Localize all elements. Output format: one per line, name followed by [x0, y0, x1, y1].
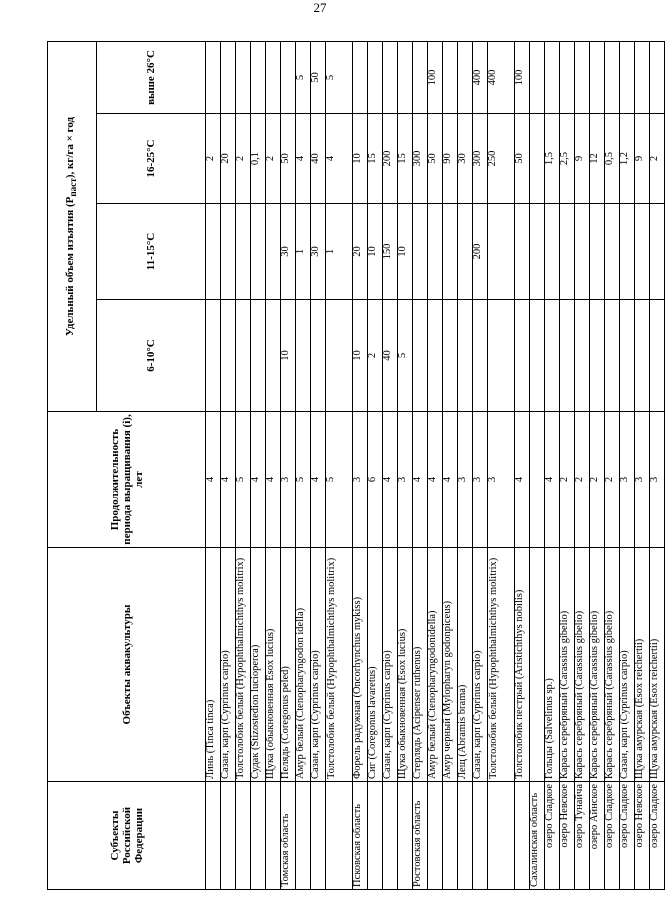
cell-t2 [413, 204, 428, 300]
cell-t3: 250 [488, 114, 515, 204]
cell-region: озеро Сладкое [545, 782, 560, 890]
cell-t3 [530, 114, 545, 204]
header-temp-above-26: выше 26°C [97, 41, 206, 113]
aquaculture-table [47, 41, 665, 890]
cell-t3: 15 [368, 114, 383, 204]
cell-region [515, 782, 530, 890]
cell-object: Пелядь (Coregonus peled) [281, 548, 296, 782]
cell-period: 4 [206, 412, 221, 548]
cell-t1 [545, 300, 560, 412]
cell-period [530, 412, 545, 548]
table-row [458, 41, 473, 889]
cell-t1 [605, 300, 620, 412]
cell-t4 [620, 41, 635, 113]
cell-t3: 2,5 [560, 114, 575, 204]
cell-t1 [311, 300, 326, 412]
cell-object: Толстолобик белый (Hypophthalmichthys molitrix) [236, 548, 251, 782]
table-row [353, 41, 368, 889]
cell-t1: 2 [368, 300, 383, 412]
cell-region: озеро Сладкое [650, 782, 665, 890]
cell-t3: 1,2 [620, 114, 635, 204]
table-row [296, 41, 311, 889]
cell-t3: 1,5 [545, 114, 560, 204]
cell-t1 [206, 300, 221, 412]
cell-t4 [221, 41, 236, 113]
cell-t4 [545, 41, 560, 113]
table-row [635, 41, 650, 889]
table-row [398, 41, 413, 889]
cell-object: Форель радужная (Oncorhynchus mykiss) [353, 548, 368, 782]
cell-region: озеро Сладкое [620, 782, 635, 890]
cell-region: озеро Невское [635, 782, 650, 890]
cell-object: Амур белый (Ctenopharyngodon idella) [296, 548, 311, 782]
cell-t4 [560, 41, 575, 113]
table-row [266, 41, 281, 889]
cell-t2 [605, 204, 620, 300]
cell-t1 [443, 300, 458, 412]
cell-t4 [605, 41, 620, 113]
cell-region [368, 782, 383, 890]
cell-t4 [206, 41, 221, 113]
cell-t4: 50 [311, 41, 326, 113]
cell-t1 [590, 300, 605, 412]
cell-t1: 5 [398, 300, 413, 412]
table-row [311, 41, 326, 889]
cell-region [236, 782, 251, 890]
cell-t4 [368, 41, 383, 113]
table-row [383, 41, 398, 889]
page-number: 27 [313, 0, 327, 15]
cell-t1 [473, 300, 488, 412]
cell-period: 4 [221, 412, 236, 548]
header-region: Субъекты Российской Федерации [48, 782, 206, 890]
cell-region [221, 782, 236, 890]
cell-t3: 20 [221, 114, 236, 204]
cell-object: Сазан, карп (Cyprinus carpio) [383, 548, 398, 782]
cell-period: 4 [251, 412, 266, 548]
cell-region [443, 782, 458, 890]
cell-t4 [575, 41, 590, 113]
cell-t1 [620, 300, 635, 412]
cell-t2 [650, 204, 665, 300]
cell-object: Амур белый (Ctenopharyngodonidella) [428, 548, 443, 782]
cell-t1 [458, 300, 473, 412]
cell-t1 [488, 300, 515, 412]
header-temp-6-10: 6-10°C [97, 300, 206, 412]
cell-t3: 4 [296, 114, 311, 204]
cell-t2 [530, 204, 545, 300]
header-temp-11-15: 11-15°C [97, 204, 206, 300]
cell-period: 3 [620, 412, 635, 548]
cell-t2: 10 [368, 204, 383, 300]
cell-region: озеро Сладкое [605, 782, 620, 890]
cell-region: озеро Тунайча [575, 782, 590, 890]
cell-period: 4 [515, 412, 530, 548]
cell-t2 [251, 204, 266, 300]
cell-t4 [650, 41, 665, 113]
cell-object [530, 548, 545, 782]
cell-t4 [251, 41, 266, 113]
cell-t4: 400 [488, 41, 515, 113]
cell-t4 [266, 41, 281, 113]
cell-t3: 30 [458, 114, 473, 204]
cell-region [473, 782, 488, 890]
cell-period: 4 [266, 412, 281, 548]
cell-t1 [251, 300, 266, 412]
cell-t2 [221, 204, 236, 300]
cell-period: 3 [635, 412, 650, 548]
cell-t4 [443, 41, 458, 113]
cell-t3: 9 [635, 114, 650, 204]
cell-t3: 200 [383, 114, 398, 204]
cell-t3: 50 [515, 114, 530, 204]
cell-t3: 40 [311, 114, 326, 204]
cell-period: 5 [296, 412, 311, 548]
cell-t4 [590, 41, 605, 113]
table-row [206, 41, 221, 889]
table-row [650, 41, 665, 889]
cell-object: Карась серебряный (Carassius gibelio) [575, 548, 590, 782]
cell-object: Сазан, карп (Cyprinus carpio) [473, 548, 488, 782]
table-row [428, 41, 443, 889]
cell-t2 [236, 204, 251, 300]
cell-t4 [236, 41, 251, 113]
cell-t3: 2 [206, 114, 221, 204]
cell-t1 [266, 300, 281, 412]
header-temp-16-25: 16-25°C [97, 114, 206, 204]
table-row [413, 41, 428, 889]
cell-period: 2 [560, 412, 575, 548]
cell-t4 [530, 41, 545, 113]
cell-t4 [281, 41, 296, 113]
cell-region: озеро Айнское [590, 782, 605, 890]
cell-region [206, 782, 221, 890]
cell-object: Карась серебряный (Carassius gibelio) [605, 548, 620, 782]
cell-t2 [443, 204, 458, 300]
cell-t4: 5 [296, 41, 311, 113]
cell-region: Ростовская область [413, 782, 428, 890]
header-volume: Удельный объем изъятия $(P_{паст})$, кг/га × год [48, 41, 97, 411]
cell-region: Псковская область [353, 782, 368, 890]
cell-object: Стерлядь (Acipenser ruthenus) [413, 548, 428, 782]
cell-t1 [575, 300, 590, 412]
cell-object: Гольцы (Salvelinus sp.) [545, 548, 560, 782]
rotated-table-container [47, 42, 660, 890]
cell-t1 [530, 300, 545, 412]
cell-period: 5 [236, 412, 251, 548]
cell-t2: 1 [296, 204, 311, 300]
header-object: Объекты аквакультуры [48, 548, 206, 782]
cell-t4 [635, 41, 650, 113]
cell-period: 4 [311, 412, 326, 548]
cell-t4: 100 [515, 41, 530, 113]
cell-t3: 4 [326, 114, 353, 204]
table-row [443, 41, 458, 889]
cell-t3: 0,1 [251, 114, 266, 204]
cell-t3: 10 [353, 114, 368, 204]
cell-region: озеро Невское [560, 782, 575, 890]
cell-t2 [635, 204, 650, 300]
table-row [530, 41, 545, 889]
table-row [560, 41, 575, 889]
cell-t3: 2 [266, 114, 281, 204]
cell-t1 [560, 300, 575, 412]
cell-t4: 100 [428, 41, 443, 113]
table-body [206, 41, 665, 889]
cell-t3: 15 [398, 114, 413, 204]
cell-t3: 300 [413, 114, 428, 204]
cell-period: 4 [545, 412, 560, 548]
cell-object: Щука (обыкновенная Esox lucius) [266, 548, 281, 782]
cell-t2: 200 [473, 204, 488, 300]
cell-period: 3 [473, 412, 488, 548]
cell-t1 [635, 300, 650, 412]
cell-region [311, 782, 326, 890]
cell-t3: 90 [443, 114, 458, 204]
table-row [575, 41, 590, 889]
cell-period: 4 [443, 412, 458, 548]
cell-t2: 150 [383, 204, 398, 300]
table-row [368, 41, 383, 889]
cell-t3: 50 [281, 114, 296, 204]
cell-t4: 400 [473, 41, 488, 113]
cell-period: 5 [326, 412, 353, 548]
cell-object: Линь (Tinca tinca) [206, 548, 221, 782]
cell-t2: 1 [326, 204, 353, 300]
cell-period: 4 [413, 412, 428, 548]
cell-region [296, 782, 311, 890]
cell-t2 [206, 204, 221, 300]
cell-t3: 50 [428, 114, 443, 204]
cell-object: Амур черный (Mylopharyn godonpiceus) [443, 548, 458, 782]
cell-region: Сахалинская область [530, 782, 545, 890]
cell-t4 [413, 41, 428, 113]
table-row [221, 41, 236, 889]
cell-region [326, 782, 353, 890]
cell-t4 [458, 41, 473, 113]
cell-t2 [620, 204, 635, 300]
cell-t2 [428, 204, 443, 300]
cell-t4: 5 [326, 41, 353, 113]
cell-t3: 2 [650, 114, 665, 204]
cell-period: 3 [281, 412, 296, 548]
cell-t3: 9 [575, 114, 590, 204]
cell-period: 3 [650, 412, 665, 548]
header-row-1 [48, 41, 97, 889]
cell-t4 [383, 41, 398, 113]
cell-region: Томская область [281, 782, 296, 890]
cell-t2: 10 [398, 204, 413, 300]
cell-period: 3 [353, 412, 368, 548]
cell-period: 2 [590, 412, 605, 548]
cell-object: Сазан, карп (Cyprinus carpio) [221, 548, 236, 782]
cell-object: Сазан, карп (Cyprinus carpio) [311, 548, 326, 782]
table-row [515, 41, 530, 889]
cell-t3: 12 [590, 114, 605, 204]
cell-object: Толстолобик белый (Hypophthalmichthys molitrix) [488, 548, 515, 782]
header-period: Продолжительность периода выращивания (i), лет [48, 412, 206, 548]
cell-t2 [458, 204, 473, 300]
table-row [281, 41, 296, 889]
cell-t1 [428, 300, 443, 412]
cell-t2 [515, 204, 530, 300]
cell-t1: 10 [353, 300, 368, 412]
cell-period: 2 [575, 412, 590, 548]
cell-region [488, 782, 515, 890]
cell-object: Карась серебряный (Carassius gibelio) [590, 548, 605, 782]
cell-object: Щука амурская (Esox reichertii) [650, 548, 665, 782]
cell-t2 [590, 204, 605, 300]
cell-t3: 2 [236, 114, 251, 204]
cell-t2 [545, 204, 560, 300]
cell-object: Сазан, карп (Cyprinus carpio) [620, 548, 635, 782]
cell-t2 [560, 204, 575, 300]
cell-t1 [236, 300, 251, 412]
cell-region [266, 782, 281, 890]
cell-object: Карась серебряный (Carassius gibelio) [560, 548, 575, 782]
cell-object: Сиг (Coregonus lavaretus) [368, 548, 383, 782]
cell-t2 [266, 204, 281, 300]
cell-object: Лещ (Abramis brama) [458, 548, 473, 782]
cell-t4 [353, 41, 368, 113]
table-row [488, 41, 515, 889]
cell-object: Щука амурская (Esox reichertii) [635, 548, 650, 782]
cell-t1 [296, 300, 311, 412]
cell-t2: 30 [281, 204, 296, 300]
cell-region [458, 782, 473, 890]
cell-t1 [221, 300, 236, 412]
cell-period: 4 [428, 412, 443, 548]
cell-t1 [326, 300, 353, 412]
cell-region [383, 782, 398, 890]
cell-period: 3 [458, 412, 473, 548]
cell-object: Толстолобик пестрый (Aristichthys nobilis) [515, 548, 530, 782]
table-row [605, 41, 620, 889]
cell-t2: 20 [353, 204, 368, 300]
cell-t1: 40 [383, 300, 398, 412]
table-row [326, 41, 353, 889]
cell-period: 3 [398, 412, 413, 548]
cell-region [428, 782, 443, 890]
table-row [545, 41, 560, 889]
cell-period: 4 [383, 412, 398, 548]
table-row [590, 41, 605, 889]
cell-t1 [515, 300, 530, 412]
cell-t3: 0,5 [605, 114, 620, 204]
cell-t1 [650, 300, 665, 412]
table-row [236, 41, 251, 889]
cell-object: Судак (Stizostedion lucioperca) [251, 548, 266, 782]
cell-region [251, 782, 266, 890]
cell-t2: 30 [311, 204, 326, 300]
cell-period: 2 [605, 412, 620, 548]
cell-t3: 300 [473, 114, 488, 204]
cell-region [398, 782, 413, 890]
cell-object: Толстолобик белый (Hypophthalmichthys molitrix) [326, 548, 353, 782]
cell-period: 6 [368, 412, 383, 548]
cell-t4 [398, 41, 413, 113]
cell-t1: 10 [281, 300, 296, 412]
cell-t1 [413, 300, 428, 412]
cell-object: Щука обыкновенная (Esox lucius) [398, 548, 413, 782]
table-row [473, 41, 488, 889]
cell-t2 [575, 204, 590, 300]
cell-t2 [488, 204, 515, 300]
table-row [620, 41, 635, 889]
table-row [251, 41, 266, 889]
cell-period: 3 [488, 412, 515, 548]
